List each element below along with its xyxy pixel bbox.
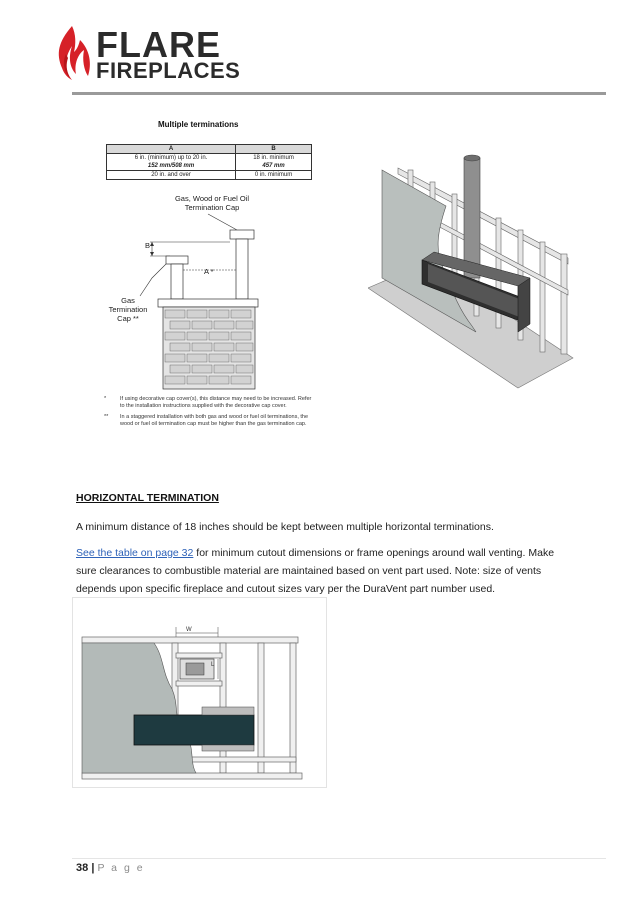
length-dimension-label: L bbox=[211, 662, 215, 668]
logo-wordmark-fireplaces: FIREPLACES bbox=[96, 58, 241, 83]
table-cell: 6 in. (minimum) up to 20 in. bbox=[107, 154, 236, 163]
table-cell: 20 in. and over bbox=[107, 171, 236, 180]
gas-cap-label-line: Termination bbox=[108, 305, 148, 314]
chimney-diagram bbox=[100, 194, 320, 394]
figure-notes bbox=[104, 396, 314, 432]
framing-isometric-figure bbox=[368, 150, 580, 390]
section-heading: HORIZONTAL TERMINATION bbox=[76, 492, 219, 504]
page-number: 38 bbox=[76, 862, 89, 874]
note-text: If using decorative cap cover(s), this distance may need to be increased. Refer to the installation instructions supplied with the decorative cap cover. bbox=[120, 396, 312, 409]
note-marker: * bbox=[104, 396, 107, 402]
cap-top-label-line: Termination Cap bbox=[184, 203, 240, 212]
dimension-b-label: B bbox=[145, 241, 151, 250]
width-dimension-label: W bbox=[186, 627, 192, 633]
horizontal-termination-figure bbox=[72, 597, 328, 789]
clearance-table bbox=[106, 144, 312, 180]
gas-cap-label-line: Cap ** bbox=[117, 314, 139, 323]
table-cell: 457 mm bbox=[236, 162, 312, 171]
dimension-a-label: A * bbox=[204, 267, 214, 276]
logo-wordmark-flare: FLARE bbox=[96, 24, 221, 65]
multiple-terminations-figure bbox=[100, 116, 320, 461]
footer-separator: | bbox=[91, 862, 95, 874]
page-32-table-link[interactable]: See the table on page 32 bbox=[76, 547, 194, 559]
page-footer bbox=[76, 862, 145, 874]
cap-top-label-line: Gas, Wood or Fuel Oil bbox=[174, 194, 250, 203]
table-header-b: B bbox=[236, 145, 312, 154]
note-item bbox=[104, 414, 314, 428]
flame-icon bbox=[52, 24, 92, 82]
paragraph-cutout-text: for minimum cutout dimensions or frame openings around wall venting. Make sure clearances to combustible material are maintained based on vent part used. Note: size of vents depends upon specific fireplace and cutout sizes vary per the DuraVent part number used. bbox=[76, 547, 555, 595]
table-header-a: A bbox=[107, 145, 236, 154]
note-item bbox=[104, 396, 314, 410]
paragraph-cutout bbox=[76, 544, 566, 598]
paragraph-min-distance: A minimum distance of 18 inches should be kept between multiple horizontal terminations. bbox=[76, 521, 494, 533]
gas-cap-label bbox=[104, 296, 152, 323]
gas-cap-label-line: Gas bbox=[121, 296, 135, 305]
note-text: In a staggered installation with both gas and wood or fuel oil terminations, the wood or fuel oil termination cap must be higher than the gas termination cap. bbox=[120, 414, 309, 427]
page-word: P a g e bbox=[97, 862, 145, 874]
header-divider bbox=[72, 92, 606, 95]
footer-divider bbox=[72, 858, 606, 859]
figure-title: Multiple terminations bbox=[158, 120, 239, 129]
table-cell: 152 mm/508 mm bbox=[107, 162, 236, 171]
table-cell: 18 in. minimum bbox=[236, 154, 312, 163]
table-cell: 0 in. minimum bbox=[236, 171, 312, 180]
flare-logo bbox=[52, 22, 241, 86]
note-marker: ** bbox=[104, 414, 109, 420]
